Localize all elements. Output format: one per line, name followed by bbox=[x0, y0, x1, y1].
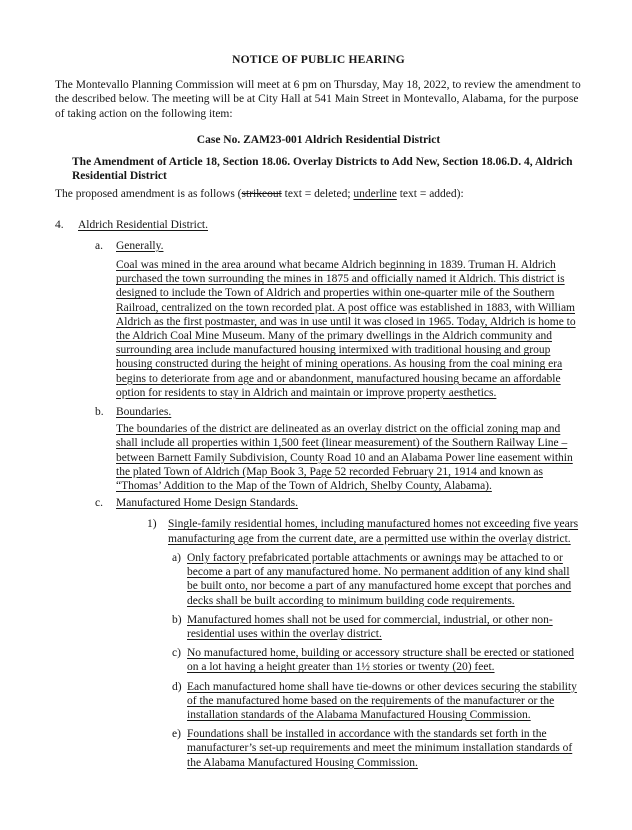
item-b-label: b. bbox=[95, 406, 104, 419]
underline-sample: underline bbox=[353, 188, 397, 201]
standard-1-text: Single-family residential homes, including manufactured homes not exceeding five years manufacturing age from the current date, are a permitted use within the overlay district. bbox=[168, 518, 579, 545]
sub-item-a-text: Only factory prefabricated portable attachments or awnings may be attached to or become a part of any manufactured home. No permanent addition of any kind shall be built onto, nor become a part of any manufactured home except that porches and decks shall be built according to minimum building code requirements. bbox=[187, 551, 572, 607]
strikeout-sample: strikeout bbox=[241, 188, 282, 201]
section-4-title: Aldrich Residential District. bbox=[78, 218, 208, 231]
amendment-legend bbox=[55, 187, 582, 201]
sub-item-b-text: Manufactured homes shall not be used for commercial, industrial, or other non-residential uses within the overlay district. bbox=[187, 613, 553, 640]
sub-item-d bbox=[172, 680, 582, 723]
sub-item-e bbox=[172, 727, 582, 770]
sub-item-b bbox=[172, 613, 582, 641]
sub-item-c bbox=[172, 646, 582, 674]
legend-middle: text = deleted; bbox=[281, 188, 354, 201]
sub-item-e-label: e) bbox=[172, 728, 181, 741]
standard-1-label: 1) bbox=[147, 518, 157, 531]
item-a-heading-text: Generally. bbox=[116, 239, 164, 252]
sub-item-a-label: a) bbox=[172, 551, 181, 564]
notice-title: NOTICE OF PUBLIC HEARING bbox=[232, 54, 405, 66]
item-a-body: Coal was mined in the area around what became Aldrich beginning in 1839. Truman H. Aldrich purchased the town surrounding the mines in 1875 and officially named it Aldrich. This district is designed to include the Town of Aldrich and properties within one-quarter mile of the Southern Railroad, centralized on the town recorded plat. A post office was established in 1883, with William Aldrich as the first postmaster, and was in use until it was closed in 1965. Today, Aldrich is home to the Aldrich Coal Mine Museum. Many of the primary dwellings in the Aldrich community and surrounding area include manufactured housing intermixed with traditional housing and group housing constructed during the height of mining operations. As housing from the coal mining era begins to deteriorate from age and or abandonment, manufactured housing became an affordable option for residents to stay in Aldrich and maintain or improve property aesthetics. bbox=[116, 259, 576, 399]
sub-item-e-text: Foundations shall be installed in accordance with the standards set forth in the manufacturer’s set-up requirements and meet the minimum installation standards of the Alabama Manufactured Housing Commission. bbox=[187, 728, 573, 769]
item-c-label: c. bbox=[95, 497, 103, 510]
section-4-number: 4. bbox=[55, 218, 64, 231]
item-c-heading bbox=[95, 496, 582, 510]
sub-item-d-label: d) bbox=[172, 680, 182, 693]
item-b-body: The boundaries of the district are delineated as an overlay district on the official zoning map and shall include all properties within 1,500 feet (linear measurement) of the Southern Railway Line – between Barnett Family Subdivision, County Road 10 and an Alabama Power line easement within the plated Town of Aldrich (Map Book 3, Page 52 recorded February 21, 1914 and known as “Thomas’ Addition to the Map of the Town of Aldrich, Shelby County, Alabama). bbox=[116, 423, 573, 493]
section-4-heading bbox=[55, 218, 582, 232]
amendment-title: The Amendment of Article 18, Section 18.06. Overlay Districts to Add New, Section 18.06.D. 4, Aldrich Residential District bbox=[72, 156, 573, 183]
intro-paragraph: The Montevallo Planning Commission will meet at 6 pm on Thursday, May 18, 2022, to review the amendment to the described below. The meeting will be at City Hall at 541 Main Street in Montevallo, Alabama, for the purpose of taking action on the following item: bbox=[55, 79, 581, 120]
legend-prefix: The proposed amendment is as follows ( bbox=[55, 188, 242, 201]
sub-item-c-text: No manufactured home, building or accessory structure shall be erected or stationed on a lot having a height greater than 1½ stories or twenty (20) feet. bbox=[187, 647, 575, 674]
item-b-heading-text: Boundaries. bbox=[116, 406, 172, 419]
case-number-heading: Case No. ZAM23-001 Aldrich Residential District bbox=[196, 133, 441, 146]
item-c-heading-text: Manufactured Home Design Standards. bbox=[116, 497, 299, 510]
sub-item-b-label: b) bbox=[172, 613, 182, 626]
item-a-heading bbox=[95, 239, 582, 253]
legend-suffix: text = added): bbox=[396, 188, 464, 201]
sub-item-a bbox=[172, 551, 582, 608]
sub-item-d-text: Each manufactured home shall have tie-downs or other devices securing the stability of the manufactured home based on the requirements of the manufacturer or the installation standards of the Alabama Manufactured Housing Commission. bbox=[187, 680, 577, 721]
standard-1 bbox=[147, 517, 582, 545]
item-a-label: a. bbox=[95, 239, 103, 252]
sub-item-c-label: c) bbox=[172, 647, 181, 660]
item-b-heading bbox=[95, 405, 582, 419]
